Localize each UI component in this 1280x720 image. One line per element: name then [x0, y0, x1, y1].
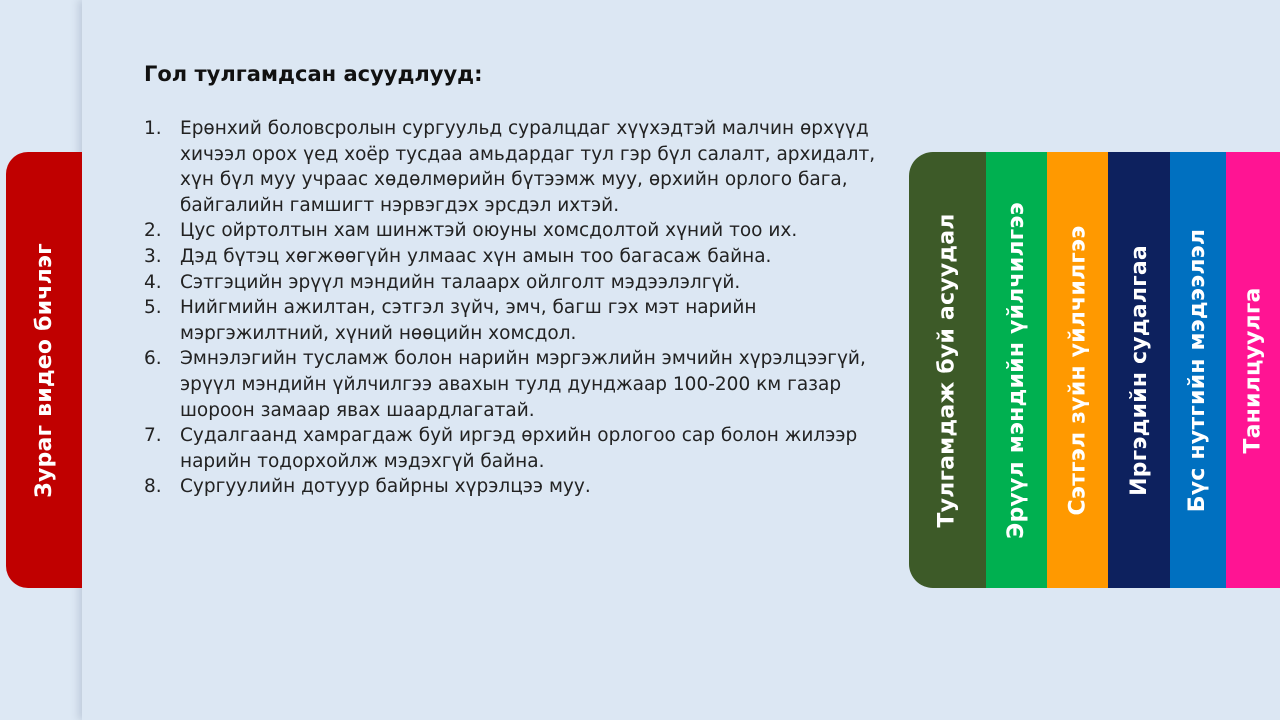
- list-item: [144, 423, 894, 474]
- list-item-number: 4.: [144, 271, 162, 293]
- tab-citizen-survey[interactable]: [1108, 152, 1170, 588]
- list-item: [144, 244, 894, 270]
- list-item-number: 1.: [144, 118, 162, 139]
- tab-citizen-survey-label: Иргэдийн судалгаа: [1126, 244, 1152, 496]
- list-item: [144, 346, 894, 423]
- list-item: [144, 474, 894, 500]
- tab-regional-info-label: Бүс нутгийн мэдээлэл: [1185, 228, 1211, 512]
- list-item-number: 7.: [144, 425, 162, 447]
- list-item: [144, 295, 894, 346]
- tab-photo-video-label: Зураг видео бичлэг: [31, 242, 57, 498]
- list-item-text: Эмнэлэгийн тусламж болон нарийн мэргэжлийн эмчийн хүрэлцээгүй, эрүүл мэндийн үйлчилгээ авахын тулд дунджаар 100-200 км газар шороон замаар явах шаардлагатай.: [180, 348, 866, 421]
- list-item-text: Цус ойртолтын хам шинжтэй оюуны хомсдолтой хүний тоо их.: [180, 220, 798, 242]
- tab-introduction-label: Танилцуулга: [1240, 286, 1266, 454]
- tab-psychology-services-label: Сэтгэл зүйн үйлчилгээ: [1065, 225, 1091, 515]
- tab-health-services[interactable]: [986, 152, 1047, 588]
- tab-health-services-label: Эрүүл мэндийн үйлчилгээ: [1004, 201, 1029, 539]
- tab-current-issues[interactable]: [909, 152, 986, 588]
- tab-psychology-services[interactable]: [1047, 152, 1108, 588]
- issue-list: [144, 116, 894, 500]
- list-item: [144, 116, 894, 218]
- list-item-text: Ерөнхий боловсролын сургуульд суралцдаг хүүхэдтэй малчин өрхүүд хичээл орох үед хоёр тусдаа амьдардаг тул гэр бүл салалт, архидалт, хүн бүл муу учраас хөдөлмөрийн бүтээмж муу, өрхийн орлого бага, байгалийн гамшигт нэрвэгдэх эрсдэл ихтэй.: [180, 118, 876, 216]
- list-item: [144, 218, 894, 244]
- list-item-number: 2.: [144, 220, 162, 242]
- list-item-text: Судалгаанд хамрагдаж буй иргэд өрхийн орлогоо сар болон жилээр нарийн тодорхойлж мэдэхгүй байна.: [180, 425, 858, 472]
- tab-photo-video[interactable]: [6, 152, 82, 588]
- list-item-text: Дэд бүтэц хөгжөөгүйн улмаас хүн амын тоо багасаж байна.: [180, 245, 772, 267]
- list-item-number: 5.: [144, 297, 162, 319]
- list-item-number: 3.: [144, 245, 162, 267]
- tab-regional-info[interactable]: [1170, 152, 1226, 588]
- list-item-number: 6.: [144, 348, 162, 370]
- list-item: [144, 270, 894, 296]
- list-item-text: Сургуулийн дотуур байрны хүрэлцээ муу.: [180, 476, 591, 498]
- slide-content: [144, 62, 894, 500]
- list-item-number: 8.: [144, 476, 162, 498]
- slide-title: Гол тулгамдсан асуудлууд:: [144, 62, 483, 86]
- tab-introduction[interactable]: [1226, 152, 1280, 588]
- tab-current-issues-label: Тулгамдаж буй асуудал: [935, 212, 961, 528]
- list-item-text: Сэтгэцийн эрүүл мэндийн талаарх ойлголт мэдээлэлгүй.: [180, 271, 741, 293]
- list-item-text: Нийгмийн ажилтан, сэтгэл зүйч, эмч, багш гэх мэт нарийн мэргэжилтний, хүний нөөцийн хомсдол.: [180, 297, 757, 344]
